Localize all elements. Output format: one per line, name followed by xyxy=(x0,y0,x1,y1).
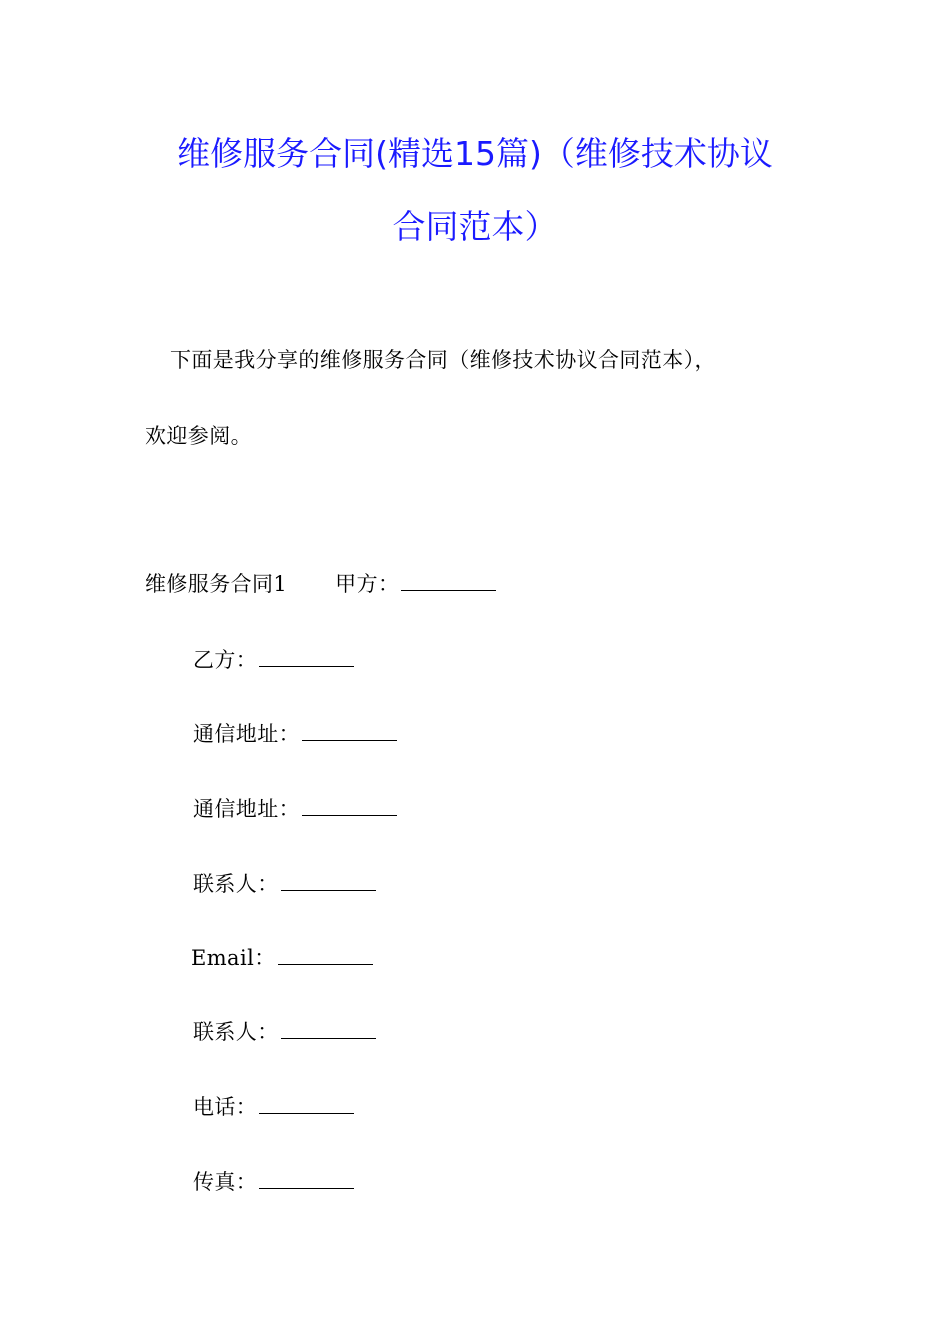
contact-row-1 xyxy=(193,870,376,898)
document-title-line-2: 合同范本） xyxy=(392,207,558,246)
email-label: Email： xyxy=(191,946,276,970)
contact-label-1: 联系人： xyxy=(193,872,279,896)
email-blank xyxy=(278,944,373,965)
contact-blank-1 xyxy=(281,870,376,891)
intro-text-line-1: 下面是我分享的维修服务合同（维修技术协议合同范本）， xyxy=(170,348,716,372)
address-label-2: 通信地址： xyxy=(193,797,300,821)
address-blank-2 xyxy=(302,795,397,816)
party-b-label: 乙方： xyxy=(193,648,258,672)
address-blank-1 xyxy=(302,720,397,741)
phone-row xyxy=(193,1093,354,1121)
contract-heading-row xyxy=(145,570,496,598)
document-title-line-1: 维修服务合同(精选15篇)（维修技术协议 xyxy=(177,134,773,173)
contract-heading: 维修服务合同1 xyxy=(145,572,288,596)
address-row-1 xyxy=(193,720,397,748)
fax-blank xyxy=(259,1168,354,1189)
contact-row-2 xyxy=(193,1018,376,1046)
address-row-2 xyxy=(193,795,397,823)
address-label-1: 通信地址： xyxy=(193,722,300,746)
party-a-label: 甲方： xyxy=(335,572,400,596)
fax-label: 传真： xyxy=(193,1170,258,1194)
intro-text-line-2: 欢迎参阅。 xyxy=(145,424,252,448)
contact-label-2: 联系人： xyxy=(193,1020,279,1044)
fax-row xyxy=(193,1168,354,1196)
contact-blank-2 xyxy=(281,1018,376,1039)
email-row xyxy=(191,944,373,972)
phone-label: 电话： xyxy=(193,1095,258,1119)
party-a-blank xyxy=(401,570,496,591)
party-b-blank xyxy=(259,646,354,667)
party-b-row xyxy=(193,646,354,674)
phone-blank xyxy=(259,1093,354,1114)
